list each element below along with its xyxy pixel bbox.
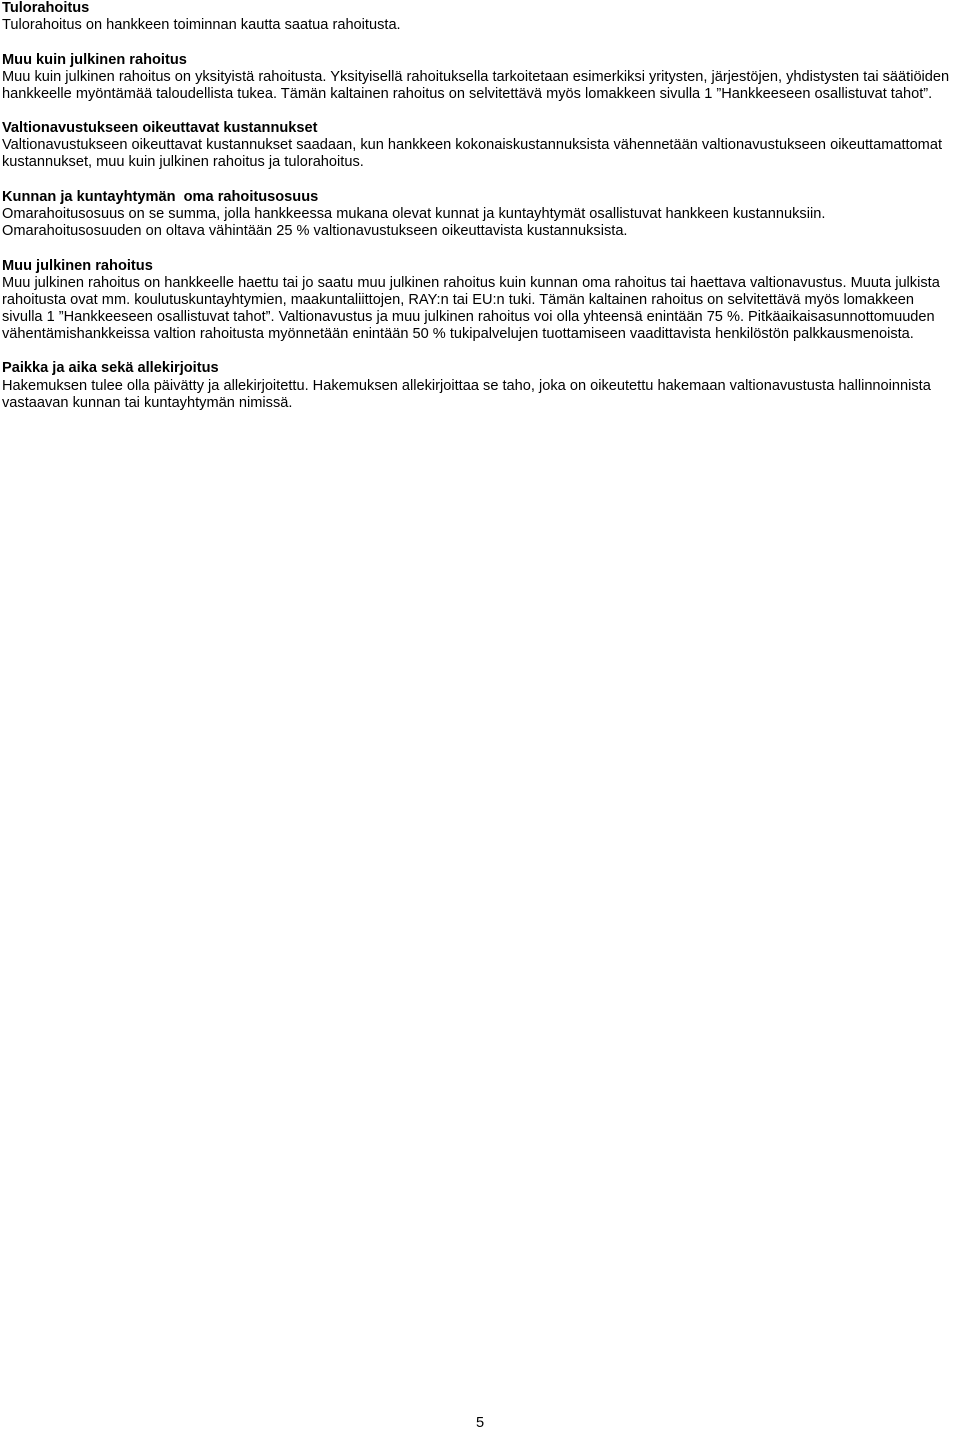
section-oma-rahoitusosuus: [2, 189, 958, 240]
page-number: 5: [475, 1415, 485, 1431]
section-muu-julkinen-rahoitus: [2, 258, 958, 343]
section-text: Hakemuksen tulee olla päivätty ja allekirjoitettu. Hakemuksen allekirjoittaa se taho, joka on oikeutettu hakemaan valtionavustusta hallinnoinnista vastaavan kunnan tai kuntayhtymän nimissä.: [2, 377, 931, 411]
section-heading: Valtionavustukseen oikeuttavat kustannukset: [2, 120, 318, 137]
section-tulorahoitus: [2, 0, 958, 34]
section-text: Valtionavustukseen oikeuttavat kustannukset saadaan, kun hankkeen kokonaiskustannuksista vähennetään valtionavustukseen oikeuttamattomat kustannukset, muu kuin julkinen rahoitus ja tulorahoitus.: [2, 137, 943, 171]
section-text: Muu julkinen rahoitus on hankkeelle haettu tai jo saatu muu julkinen rahoitus kuin kunnan oma rahoitus tai haettava valtionavustus. Muuta julkista rahoitusta ovat mm. koulutuskuntayhtymien, maakuntaliittojen, RAY:n tai EU:n tuki. Tämän kaltainen rahoitus on selvitettävä myös lomakkeen sivulla 1 ”Hankkeeseen osallistuvat tahot”. Valtionavustus ja muu julkinen rahoitus voi olla yhteensä enintään 75 %. Pitkäaikaisasunnottomuuden vähentämishankkeissa valtion rahoitusta myönnetään enintään 50 % tukipalvelujen tuottamiseen vaadittavista henkilöstön palkkausmenoista.: [2, 274, 940, 342]
section-paikka-ja-aika: [2, 360, 958, 411]
section-heading: Muu julkinen rahoitus: [2, 257, 153, 274]
section-muu-kuin-julkinen-rahoitus: [2, 52, 958, 103]
section-text: Omarahoitusosuus on se summa, jolla hankkeessa mukana olevat kunnat ja kuntayhtymät osallistuvat hankkeen kustannuksiin. Omarahoitusosuuden on oltava vähintään 25 % valtionavustukseen oikeuttavista kustannuksista.: [2, 206, 826, 240]
document-body: [2, 0, 958, 429]
section-valtionavustukseen-oikeuttavat-kustannukset: [2, 120, 958, 171]
section-heading: Tulorahoitus: [2, 0, 90, 16]
section-text: Tulorahoitus on hankkeen toiminnan kautta saatua rahoitusta.: [2, 17, 401, 34]
section-heading: Paikka ja aika sekä allekirjoitus: [2, 360, 219, 377]
section-heading: Muu kuin julkinen rahoitus: [2, 51, 187, 68]
section-heading: Kunnan ja kuntayhtymän oma rahoitusosuus: [2, 188, 319, 205]
section-text: Muu kuin julkinen rahoitus on yksityistä rahoitusta. Yksityisellä rahoituksella tarkoitetaan esimerkiksi yritysten, järjestöjen, yhdistysten tai säätiöiden hankkeelle myöntämää taloudellista tukea. Tämän kaltainen rahoitus on selvitettävä myös lomakkeen sivulla 1 ”Hankkeeseen osallistuvat tahot”.: [2, 68, 950, 102]
